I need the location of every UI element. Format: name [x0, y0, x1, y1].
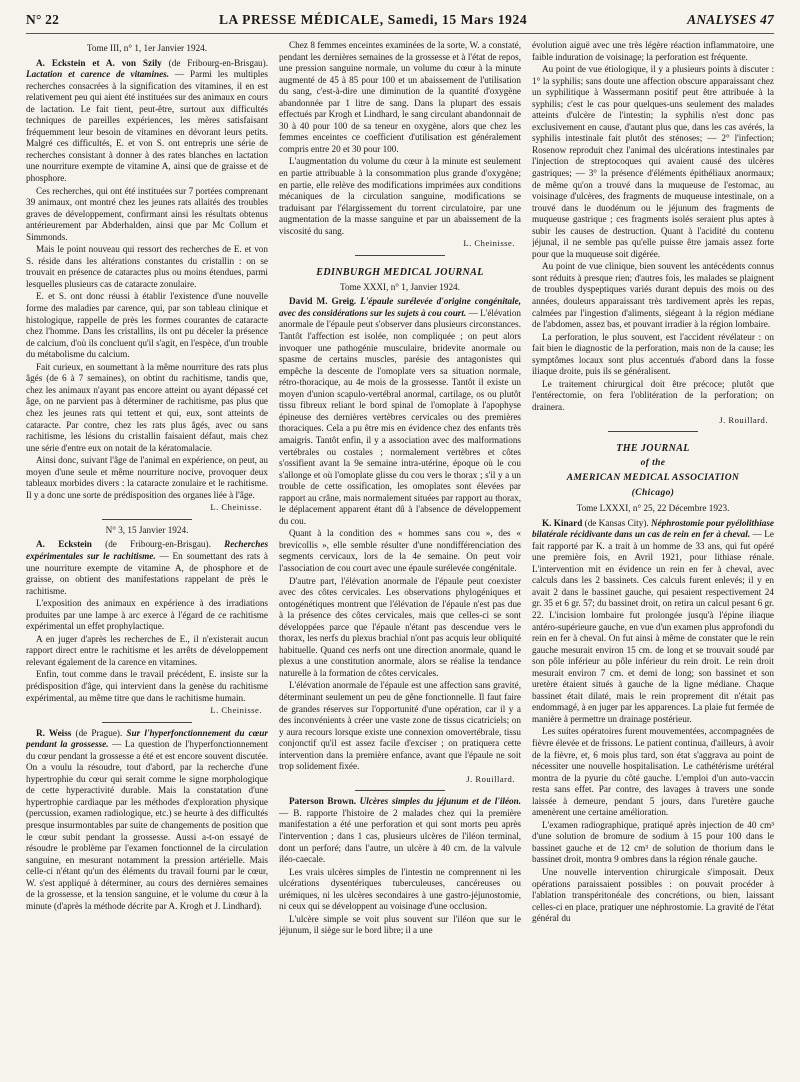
- article-title: Lactation et carence de vitamines.: [26, 69, 170, 80]
- article-paragraph: évolution aiguë avec une très légère réaction inflammatoire, une faible induration de voisinage; la perforation est fréquente.: [532, 40, 774, 62]
- article-paragraph: Mais le point nouveau qui ressort des recherches de E. et von S. réside dans les altérations constantes du cristallin : on se trouvait en présence de cataractes plus ou moins étendues, parmi lesquelles plusieurs cas de cataracte zonulaire.: [26, 244, 268, 289]
- page-header: [26, 12, 774, 34]
- article-paragraph: Les vrais ulcères simples de l'intestin ne comprennent ni les ulcérations dysentériques tuberculeuses, cancéreuses ou urémiques, ni les ulcères secondaires à une gastro-jéjunostomie, ni ceux qui se développent au voisinage d'une occlusion.: [279, 866, 521, 912]
- article-title: Néphrostomie pour pyélolithiase bilatérale récidivante dans un cas de rein en fer à cheval.: [532, 517, 774, 540]
- article-paragraph: [26, 728, 268, 913]
- article-text: — En soumettant des rats à une nourriture exempte de vitamine A, de phosphore et de graisse, on obtient des manifestations rappelant de près le rachitisme.: [26, 550, 268, 596]
- article-paragraph: [26, 539, 268, 597]
- article-text: — B. rapporte l'histoire de 2 malades chez qui la première manifestation a été une perforation et qui sont morts peu après l'intervention ; dans 1 cas, plusieurs ulcères de l'iléon terminal, dont un perforé; dans l'autre, un ulcère à 40 cm. de la valvule iléo-caecale.: [279, 807, 521, 865]
- article-paragraph: E. et S. ont donc réussi à établir l'existence d'une nouvelle forme des maladies par carence, qui, par son tableau clinique et histologique, rappelle de près les formes courantes de cataracte chez l'homme. Dans les cristallins, ils ont pu déceler la présence de calcium, d'où ils concluent qu'il s'agit, en l'espèce, d'un trouble du métabolisme du calcium.: [26, 291, 268, 360]
- article-signature: J. Rouillard.: [719, 414, 768, 425]
- issue-line: Tome III, n° 1, 1er Janvier 1924.: [86, 43, 208, 53]
- journal-heading-line: of the: [640, 458, 666, 469]
- article-signature: L. Cheinisse.: [210, 705, 262, 716]
- divider: [355, 790, 445, 791]
- journal-heading: EDINBURGH MEDICAL JOURNAL: [316, 266, 484, 278]
- article-paragraph: Au point de vue étiologique, il y a plusieurs points à discuter : 1° la syphilis; sans doute une affection obscure apparaissant chez un syphilitique à Wassermann positif peut être attribuée à la syphilis; c'est le cas pour quelques-uns seulement des malades atteints d'ulcère de l'intestin; la syphilis n'est donc pas exclusivement en cause, d'autant plus que, dans les cas avérés, la syphilis intestinale fait plutôt des sténoses; — 2° l'infection; Rosenow reproduit chez l'animal des ulcérations intestinales par l'injection de streptocoques qui avaient causé des ulcères gastriques; — 3° la présence d'éléments épithéliaux anormaux; de même qu'on a trouvé dans la muqueuse de l'estomac, au voisinage d'ulcères, des fragments de muqueuse intestinale, on a trouvé dans le duodénum ou le jéjunum des fragments de muqueuse gastrique ; ces fragments isolés seraient plus aptes à subir les causes de destruction. Quant à l'acidité du contenu jéjunal, il ne semble pas qu'elle puisse être jamais assez forte pour que la muqueuse soit digérée.: [532, 64, 774, 259]
- divider: [102, 519, 192, 520]
- article-paragraph: L'ulcère simple se voit plus souvent sur l'iléon que sur le jéjunum, il siège sur le bord libre; il a une: [279, 913, 521, 936]
- article-paragraph: Au point de vue clinique, bien souvent les antécédents connus sont réduits à presque rien; d'autres fois, les malades se plaignent de troubles dyspeptiques variés durant depuis des mois ou des années, douleurs apparaissant très tardivement après les repas, calmées par l'ingestion d'aliments, siégeant à la région médiane de l'abdomen, assez bas, et pouvant irradier à la région lombaire.: [532, 261, 774, 330]
- divider: [102, 722, 192, 723]
- article-title: Recherches expérimentales sur le rachitisme.: [26, 539, 268, 561]
- section-label: ANALYSES 47: [687, 12, 774, 27]
- journal-heading: THE JOURNAL: [616, 443, 690, 455]
- article-paragraph: Le traitement chirurgical doit être précoce; plutôt que l'entérectomie, on fera l'oblitération de la perforation; on drainera.: [532, 378, 774, 412]
- column-2: [279, 40, 521, 1082]
- article-text: — Parmi les multiples recherches consacrées à la signification des vitamines, il en est relativement peu qui aient été instituées sur des animaux en cours de lactation. Le fait tient, peut-être, surtout aux difficultés techniques de pareilles expériences, les mères satisfaisant fréquemment leur besoin de vitamines en dévorant leurs petits. Malgré ces difficultés, E. et von S. ont entrepris une série de recherches consistant à donner à des rates blanches en lactation une nourriture exempte de vitamine A, ainsi que de graisse et de phosphore.: [26, 69, 268, 184]
- article-text: — Le fait rapporté par K. a trait à un homme de 33 ans, qui fut opéré une première fois, en Avril 1921, pour lithiase rénale. L'intervention mit en évidence un rein en fer à cheval, avec calculs dans les 2 bassinets. Ces calculs furent enlevés; il y en avait 2 dans le bassinet gauche, qui pesaient respectivement 24 gr. 35 et 6 gr. 57; du bassinet droit, on retira un calcul pesant 6 gr. 22. L'incision lombaire fut prolongée jusqu'à l'épine iliaque antéro-supérieure gauche, en vue d'un examen plus approfondi du rein en fer à cheval. On fut ainsi à même de constater que le rein gauche mesurait environ 15 cm. de long et se trouvait soudé par son pôle inférieur au pôle inférieur du rein droit. Le rein droit mesurait environ 7 cm. et demi de long; son bassinet et son uretère étaient situés à gauche de la ligne médiane. Chaque bassinet était dilaté, mais le rein proprement dit n'était pas endommagé, à en juger par les apparences. La plaie fut fermée de manière à permettre un drainage postérieur.: [532, 529, 774, 724]
- issue-line: Tome LXXXI, n° 25, 22 Décembre 1923.: [576, 503, 730, 514]
- article-affiliation: (de Fribourg-en-Brisgau).: [105, 539, 211, 550]
- article-affiliation: (de Fribourg-en-Brisgau).: [168, 57, 268, 68]
- article-authors: K. Kinard: [542, 517, 583, 528]
- article-paragraph: A en juger d'après les recherches de E., il n'existerait aucun rapport direct entre le rachitisme et les arrêts de développement relevant également de la carence en vitamines.: [26, 633, 268, 667]
- article-paragraph: Ainsi donc, suivant l'âge de l'animal en expérience, on peut, au moyen d'une seule et même nourriture nocive, provoquer deux tableaux morbides divers : la cataracte zonulaire et le rachitisme. Il y a donc une sorte de prédisposition des organes liée à l'âge.: [26, 455, 268, 500]
- article-paragraph: D'autre part, l'élévation anormale de l'épaule peut coexister avec des côtes cervicales. Les observations phylogéniques et ontogénétiques montrent que l'élévation de l'épaule n'est pas due à la présence des côtes cervicales, mais que celles-ci se sont développées parce que l'épaule n'étant pas descendue vers le thorax, les nerfs du plexus brachial n'ont pas acquis leur obliquité habituelle. Quand ces nerfs ont une direction anormale, quand le plexus a une constitution anormale, alors se réalise la tendance naturelle à la formation de côtes cervicales.: [279, 575, 521, 678]
- article-affiliation: (de Kansas City).: [584, 517, 649, 528]
- journal-heading-line: (Chicago): [631, 488, 675, 499]
- article-paragraph: Enfin, tout comme dans le travail précédent, E. insiste sur la prédisposition d'âge, qui intervient dans la genèse du rachitisme expérimental, au même titre que dans le rachitisme humain.: [26, 669, 268, 703]
- page-number: N° 22: [26, 12, 60, 27]
- article-text: — La question de l'hyperfonctionnement du cœur pendant la grossesse a été et est encore souvent discutée. On a voulu la résoudre, tout d'abord, par la recherche d'une hypertrophie du cœur qui serait comme le signe morphologique de cette hyperactivité durable. Mais la constatation d'une hypertrophie cardiaque par les méthodes d'exploration physique (percussion, examen radiologique, etc.) se heurte à des difficultés presque insurmontables par suite de changements de position que le cœur subit pendant la grossesse. Aussi a-t-on essayé de résoudre le problème par l'examen fonctionnel de la circulation sanguine, en mesurant notamment la pression artérielle. Mais celle-ci n'étant qu'un des éléments du travail fourni par le cœur, W. s'est appliqué à déterminer, au cours des dernières semaines de la grossesse, et la tension sanguine, et le volume du cœur à la minute (d'après la méthode décrite par A. Krogh et J. Lindhard).: [26, 739, 268, 911]
- article-paragraph: L'examen radiographique, pratiqué après injection de 40 cm³ d'une solution de bromure de sodium à 15 pour 100 dans le bassinet gauche et de 12 cm³ de solution de thorium dans le bassinet droit, montra 9 ombres dans la région rénale gauche.: [532, 819, 774, 865]
- article-paragraph: Les suites opératoires furent mouvementées, accompagnées de fièvre élevée et de frissons. Le patient continua, d'ailleurs, à avoir de la fièvre, et, 6 mois plus tard, son état s'aggrava au point de nécessiter une nouvelle hospitalisation. Le cathétérisme urétéral montra de la pyurie du côté gauche. L'emploi d'un auto-vaccin resta sans effet. Par contre, des lavages à travers une sonde laissée à demeure, pendant 5 jours, dans l'uretère gauche amenèrent une certaine amélioration.: [532, 726, 774, 818]
- article-paragraph: L'élévation anormale de l'épaule est une affection sans gravité, déterminant seulement un peu de gêne fonctionnelle. Il faut faire de grandes réserves sur l'opportunité d'une opération, car il y a des inconvénients à créer une vaste zone de tissus cicatriciels; on y aura recours lorsque existe une connexion omovertébrale, tissu conjonctif qu'il est assez facile d'exciser ; on pratiquera cette intervention dans la première enfance, avant que l'épaule ne soit trop solidement fixée.: [279, 680, 521, 772]
- column-1: [26, 40, 268, 1082]
- article-title: L'épaule surélevée d'origine congénitale, avec des considérations sur les sujets à cou court.: [279, 296, 521, 318]
- article-paragraph: Ces recherches, qui ont été instituées sur 7 portées comprenant 39 animaux, ont montré chez les jeunes rats allaités des troubles graves de développement, confirmant ainsi les résultats obtenus antérieurement par Abderhalden, ainsi que par Mc Collum et Simmonds.: [26, 185, 268, 242]
- article-paragraph: Fait curieux, en soumettant à la même nourriture des rats plus âgés (de 6 à 7 semaines), on obtint du rachitisme, tandis que, chez les animaux n'ayant pas encore atteint ou ayant dépassé cet âge, on ne parvient pas à déterminer de rachitisme, pas plus que chez les jeunes rats qui tettent et qui, eux, sont atteints de cataracte. Par contre, chez les rats plus âgés, avec ou sans rachitisme, les lésions du cristallin faisaient défaut, mais chez une série d'entre eux on notait de la kératomalacie.: [26, 361, 268, 453]
- article-paragraph: L'exposition des animaux en expérience à des irradiations produites par une lampe à arc exerce à l'égard de ce rachitisme expérimental un effet prophylactique.: [26, 598, 268, 632]
- article-paragraph: L'augmentation du volume du cœur à la minute est seulement en partie attribuable à la consommation plus grande d'oxygène; en partie, elle relève des modifications imprimées aux conditions mécaniques de la circulation sanguine, modifications se traduisant par l'élargissement du torrent circulatoire, par une augmentation de la masse sanguine et par un abaissement de la viscosité du sang.: [279, 156, 521, 236]
- text-columns: [26, 40, 774, 1082]
- divider: [608, 431, 698, 432]
- article-authors: A. Eckstein: [36, 539, 92, 550]
- issue-line: Tome XXXI, n° 1, Janvier 1924.: [340, 281, 460, 292]
- article-paragraph: [532, 518, 774, 726]
- journal-heading-line: AMERICAN MEDICAL ASSOCIATION: [566, 473, 740, 484]
- article-paragraph: Une nouvelle intervention chirurgicale s'imposait. Deux opérations paraissaient possibles : on pouvait procéder à l'ablation transpéritonéale des concrétions, ou bien, laissant celles-ci en place, pratiquer une néphrostomie. La gravité de l'état général du: [532, 867, 774, 924]
- article-signature: L. Cheinisse.: [463, 238, 515, 249]
- article-affiliation: (de Prague).: [75, 727, 123, 738]
- article-paragraph: La perforation, le plus souvent, est l'accident révélateur : on fait bien le diagnostic de la perforation, mais non de la cause; les symptômes locaux sont plus accentués d'abord dans la fosse iliaque droite, puis ils se généralisent.: [532, 331, 774, 377]
- article-paragraph: [26, 58, 268, 185]
- article-paragraph: Quant à la condition des « hommes sans cou », des « brevicollis », elle semble résulter d'une nondifférenciation des segments cervicaux, lors de la 4e semaine. On peut voir l'association de cou court avec une épaule surélevée congénitale.: [279, 528, 521, 573]
- divider: [355, 255, 445, 256]
- article-authors: A. Eckstein et A. von Szily: [36, 57, 162, 68]
- article-title: Sur l'hyperfonctionnement du cœur pendant la grossesse.: [26, 727, 268, 750]
- article-paragraph: Chez 8 femmes enceintes examinées de la sorte, W. a constaté, pendant les dernières semaines de la grossesse et à l'état de repos, une pression sanguine normale, un volume du cœur à la minute augmenté de 45 à 85 pour 100 et un abaissement de l'utilisation du sang, c'est-à-dire une diminution de la quantité d'oxygène abandonnée par 1 litre de sang. Dans la plupart des essais effectués par Krogh et Lindhard, le sang circulant abandonnait de 30 à 40 pour 100 de sa teneur en oxygène, alors que chez les femmes enceintes ce coefficient d'utilisation est généralement compris entre 20 et 30 pour 100.: [279, 40, 521, 154]
- article-text: — L'élévation anormale de l'épaule peut s'observer dans plusieurs circonstances. Tantôt l'affection est isolée, non compliquée ; on peut alors invoquer une pathogénie musculaire, bridevite anormale ou spasme de certains muscles, parésie des antagonistes qui empêche la descente de l'omoplate vers sa situation normale, rétro-thoracique, au 4e mois de la grossesse. Tantôt il existe un moyen d'union scapulo-vertébral anormal, cartilage, os ou plutôt tissu fibreux reliant le bord spinal de l'omoplate à l'apophyse épineuse des dernières vertèbres cervicales ou des premières thoraciques. Cela a pu être mis en évidence chez des enfants très amaigris. Tantôt enfin, il y a association avec des malformations vertébrales ou costales ; normalement vertèbres et côtes s'ossifient avant la 9e semaine intra-utérine, époque où le cou s'allonge et où l'omoplate glisse du cou vers le thorax ; s'il y a un trouble de cette ossification, les omoplates sont élevées par rapport au crâne, mais normalement situées par rapport au thorax, le déplacement apparent étant dû à l'absence de développement du cou.: [279, 307, 521, 526]
- article-paragraph: [279, 796, 521, 865]
- issue-line: N° 3, 15 Janvier 1924.: [105, 524, 189, 535]
- article-authors: R. Weiss: [36, 727, 72, 738]
- article-authors: David M. Greig.: [289, 296, 357, 307]
- article-signature: J. Rouillard.: [466, 773, 515, 784]
- article-title: Ulcères simples du jéjunum et de l'iléon.: [359, 796, 521, 807]
- article-signature: L. Cheinisse.: [210, 502, 262, 513]
- article-authors: Paterson Brown.: [289, 796, 357, 807]
- publication-title: LA PRESSE MÉDICALE, Samedi, 15 Mars 1924: [218, 12, 528, 27]
- article-paragraph: [279, 296, 521, 527]
- column-3: [532, 40, 774, 1082]
